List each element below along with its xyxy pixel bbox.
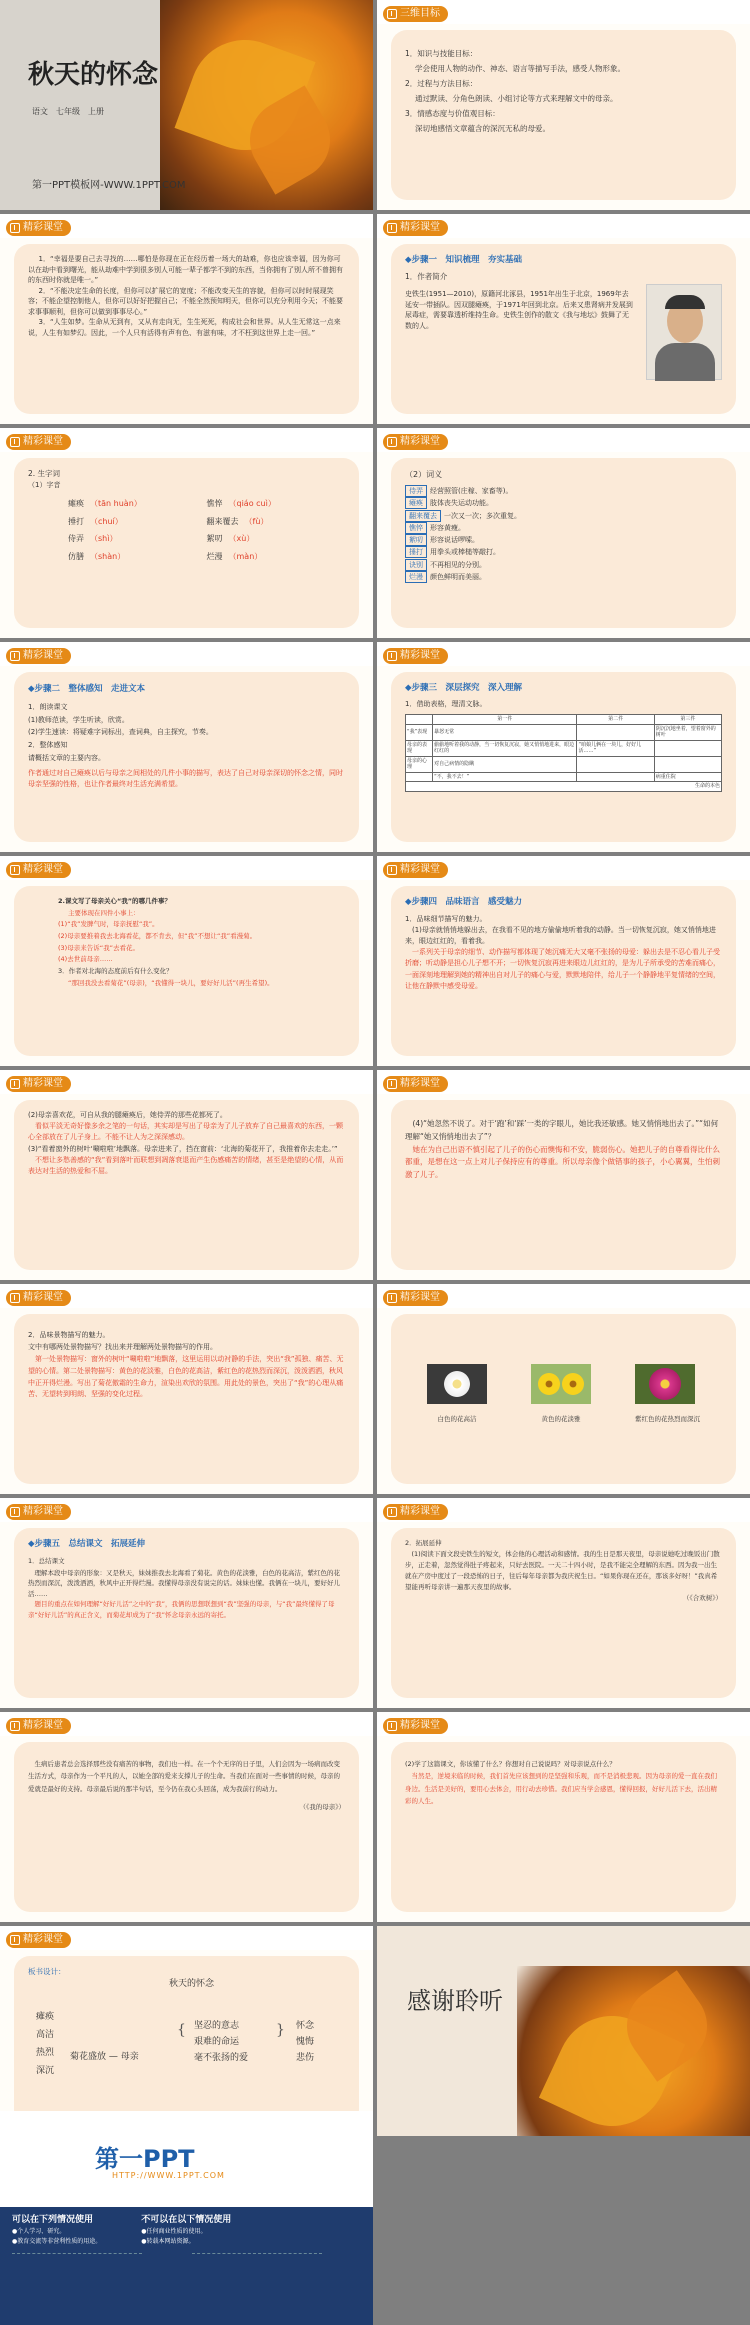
book-icon: [10, 865, 20, 875]
section-tag: 精彩课堂: [383, 434, 448, 450]
answer-item: (1)“我”发脾气时，母亲抚慰“我”。: [58, 920, 159, 929]
analysis-text: 不想让多愁善感的“我”看到落叶而联想到凋落衰退而产生伤感痛苦的情绪，甚至是绝望的心情，从而表达对生活的热爱和不屈。: [28, 1155, 344, 1175]
text-line: 1．品味细节描写的魅力。: [405, 914, 487, 923]
answer-item: (4)去世前母亲……: [58, 955, 113, 964]
answer-text: 主要体现在四件小事上：: [68, 908, 140, 917]
section-tag: 精彩课堂: [6, 1076, 71, 1092]
section-tag: 精彩课堂: [383, 1290, 448, 1306]
step-heading: ◆步骤一 知识梳理 夯实基础: [405, 255, 523, 265]
book-icon: [387, 651, 397, 661]
flower-yellow: 黄色的花淡雅: [531, 1364, 591, 1424]
answer-text: 作者通过对自己瘫痪以后与母亲之间相处的几件小事的描写，表达了自己对母亲深切的怀念之情，同时母亲坚强的性格，也让作者最终对生活充满希望。: [28, 769, 343, 788]
objective-line: 学会使用人物的动作、神态、语言等描写手法，感受人物形象。: [415, 64, 625, 73]
objective-line: 3．情感态度与价值观目标：: [405, 109, 500, 118]
slide-reading: [0, 1712, 373, 1922]
section-tag: 精彩课堂: [6, 1290, 71, 1306]
text-line: 2．品味景物描写的魅力。: [28, 1331, 110, 1339]
book-icon: [10, 1721, 20, 1731]
sub-heading: 1．总结课文: [28, 1556, 65, 1565]
slide-board: [0, 1926, 373, 2136]
book-icon: [387, 1721, 397, 1731]
vocab-item: 翻来覆去 一次又一次；多次重复。: [405, 510, 722, 522]
book-icon: [10, 1079, 20, 1089]
slide-pronunciation: [0, 428, 373, 638]
step-heading: ◆步骤三 深层探究 深入理解: [405, 683, 523, 693]
analysis-table: 第一件 第二件 第三件 “我”表现 暴怒无常 阴沉沉地坐着，望着窗外的树叶 母亲的表现 偷偷地听着我的动静，当一切恢复沉寂，她又悄悄地进来，眼边红红的 “咱娘儿俩在一块儿，好好儿活……” 母亲的心理 对自己病情的隐瞒 “不，我不去！” 病重住院 生命的本色: [405, 714, 722, 792]
question-text: 1．借助表格，理清文脉。: [405, 700, 487, 709]
source-text: （《合欢树》）: [683, 1594, 722, 1603]
slide-detail-3: [377, 1070, 750, 1280]
board-title: 秋天的怀念: [169, 1979, 215, 1989]
link-columns: [12, 2253, 361, 2303]
slide-vocabulary: [377, 428, 750, 638]
objective-line: 深切地感悟文章蕴含的深沉无私的母爱。: [415, 124, 550, 133]
book-icon: [387, 9, 397, 19]
vocab-item: 憔悴 形容黄瘦。: [405, 522, 722, 534]
text-line: 1．朗读课文: [28, 703, 68, 712]
analysis-text: 看似平淡无奇好像多余之笔的一句话，其实却是写出了母亲为了儿子放弃了自己最喜欢的东西，一颗心全部放在了儿子身上。不能不让人为之深深感动。: [28, 1122, 343, 1142]
book-icon: [10, 223, 20, 233]
section-tag: 精彩课堂: [383, 648, 448, 664]
word-item: 侍弄 （shì）: [68, 534, 118, 544]
body-text: 生病后患者总会选择那些没有痛苦的事物，我们也一样。在一个个无序的日子里，人们会因为一场病而改变生活方式，母亲作为一个平凡的人，以她全部的爱来支撑儿子的生命。当我们在面对一些事情的时候，母亲的爱就是最好的支持。母亲最后说的那半句话，至今仍在我心头回荡，成为我前行的动力。: [28, 1760, 340, 1793]
section-tag: 精彩课堂: [383, 220, 448, 236]
vocab-item: 瘫痪 肢体丧失运动功能。: [405, 497, 722, 509]
word-item: 絮叨 （xù）: [206, 534, 255, 544]
board-far: 怀念 愧悔 悲伤: [296, 2021, 315, 2064]
brace-icon: {: [177, 2022, 186, 2038]
step-heading: ◆步骤四 品味语言 感受魅力: [405, 897, 523, 907]
brand-logo: 第一PPT: [95, 2145, 195, 2173]
book-icon: [387, 223, 397, 233]
thanks-text: 感谢聆听: [407, 1987, 503, 2015]
slide-author: [377, 214, 750, 424]
section-tag: 精彩课堂: [6, 220, 71, 236]
text-line: (2)母亲喜欢花，可自从我的腿瘫痪后，她侍弄的那些花都死了。: [28, 1111, 227, 1119]
slide-quotes: [0, 214, 373, 424]
text-line: 2．整体感知: [28, 741, 68, 750]
section-tag: 精彩课堂: [6, 1718, 71, 1734]
book-icon: [387, 437, 397, 447]
section-tag: 精彩课堂: [383, 862, 448, 878]
word-item: 烂漫 （màn）: [206, 551, 263, 561]
sub-heading: 2．拓展延伸: [405, 1539, 442, 1547]
quote-paragraph: 3．“人生如梦。生命从无到有，又从有走向无，生生死死，构成社会和世界。从人生无常这一点来说，人生有如梦幻。因此，一个人只有活得有声有色、有滋有味，才不枉到这世界上走一回。”: [28, 318, 341, 337]
question-text: 2.课文写了母亲关心“我”的哪几件事？: [58, 897, 172, 905]
section-tag: 精彩课堂: [6, 648, 71, 664]
brace-icon: }: [276, 2022, 285, 2038]
section-tag: 三维目标: [383, 6, 448, 22]
book-icon: [10, 1507, 20, 1517]
slide-scenery: [0, 1284, 373, 1494]
answer-text: “那回我没去看菊花”(母亲)，“我懂得一块儿，要好好儿活”(再生希望)。: [68, 978, 274, 987]
answer-item: (3)母亲来告诉“我”去看花。: [58, 943, 139, 952]
sub-heading-2: （1）字音: [28, 480, 61, 489]
section-tag: 精彩课堂: [383, 1718, 448, 1734]
slide-events: [0, 856, 373, 1066]
text-line: (1)教师范读，学生听读，欣赏。: [28, 715, 129, 724]
book-icon: [387, 865, 397, 875]
slide-detail-2: [0, 1070, 373, 1280]
cover-meta: 语文 七年级 上册: [32, 107, 104, 116]
book-icon: [387, 1507, 397, 1517]
text-line: 请概括文章的主要内容。: [28, 753, 105, 762]
text-line: (4)“她忽然不说了。对于‘跑’和‘踩’一类的字眼儿，她比我还敏感。她又悄悄地出去了。”“如何理解“她又悄悄地出去了”？: [405, 1119, 719, 1141]
slide-thanks: [377, 1926, 750, 2136]
sub-heading: 2. 生字词: [28, 469, 61, 478]
objective-line: 通过默读、分角色朗读、小组讨论等方式来理解文中的母亲。: [415, 94, 618, 103]
cover-title: 秋天的怀念: [28, 60, 159, 90]
slide-license: 第一PPT HTTP://WWW.1PPT.COM 可以在下列情况使用 ●个人学习、研究。 ●教育交流等非营利性质的用途。 不可以在以下情况使用 ●任何商业性质的使用。 ●转载本网站资源。: [0, 2111, 373, 2325]
brand-url[interactable]: HTTP://WWW.1PPT.COM: [112, 2171, 225, 2180]
slide-reflection: [377, 1712, 750, 1922]
section-tag: 精彩课堂: [383, 1076, 448, 1092]
slide-table: [377, 642, 750, 852]
slide-extension: [377, 1498, 750, 1708]
answer-text: 当然是，逆境来临的时候，我们首先应该想到的是坚强和乐观，而不是消极悲观。因为母亲的爱一直在我们身边。生活是美好的，要用心去体会，用行动去珍惜。我们应当学会感恩，懂得回报，好好儿活下去，活出精彩的人生。: [405, 1772, 717, 1806]
objective-line: 1．知识与技能目标：: [405, 49, 478, 58]
author-bio: 史铁生(1951—2010)，原籍河北涿县，1951年出生于北京，1969年去延安一带插队。因双腿瘫痪，于1971年回到北京。后来又患肾病并发展到尿毒症，需要靠透析维持生命。史铁生创作的散文《我与地坛》鼓舞了无数的人。: [405, 289, 633, 331]
vocab-item: 诀别 不再相见的分别。: [405, 559, 722, 571]
section-tag: 精彩课堂: [6, 434, 71, 450]
analysis-text: 第一处景物描写：窗外的树叶“唰啦啦”地飘落，这里运用以动衬静的手法，突出“我”孤独、痛苦、无望的心情。第二处景物描写：黄色的花淡雅，白色的花高洁，紫红色的花热烈而深沉，泼泼洒洒，秋风中正开得烂漫。写出了菊花傲霜的生命力，渲染出欢欣的氛围。用此处的景色，突出了“我”的心理从痛苦、无望转到明朗、坚强的变化过程。: [28, 1354, 344, 1399]
word-item: 憔悴 （qiáo cuì）: [206, 499, 276, 509]
book-icon: [10, 437, 20, 447]
objective-line: 2．过程与方法目标：: [405, 79, 478, 88]
vocab-item: 侍弄 经营照管(庄稼、家畜等)。: [405, 485, 722, 497]
slide-flowers: [377, 1284, 750, 1494]
slide-overview: [0, 642, 373, 852]
author-photo: [646, 284, 722, 380]
section-tag: 精彩课堂: [6, 1932, 71, 1948]
slide-cover: [0, 0, 373, 210]
quote-paragraph: 1．“幸福是要自己去寻找的……哪怕是你现在正在经历着一场大的劫难，你也应该幸福，因为你可以在劫中看到曙光，能从劫难中学到很多别人可能一辈子都学不到的东西，当你拥有了别人所不曾拥有的东西时你就是唯一。”: [28, 255, 343, 284]
slide-objectives: [377, 0, 750, 210]
usage-title: 可以在下列情况使用: [12, 2215, 94, 2225]
word-item: 捶打 （chuí）: [68, 516, 123, 526]
restriction-title: 不可以在以下情况使用: [141, 2215, 232, 2225]
book-icon: [387, 1293, 397, 1303]
board-right: 坚忍的意志 艰难的命运 毫不张扬的爱: [194, 2021, 249, 2064]
cover-template: 第一PPT模板网-WWW.1PPT.COM: [32, 180, 186, 191]
source-text: （《我的母亲》）: [299, 1803, 345, 1812]
section-tag: 精彩课堂: [6, 1504, 71, 1520]
board-mid: 菊花盛放 — 母亲: [70, 2052, 139, 2062]
analysis-text: 她在为自己出语不慎引起了儿子的伤心而懊悔和不安，脆弱伤心。她把儿子的自尊看得比什么都重，是想在这一点上对儿子保持应有的尊重。所以母亲像个做错事的孩子，小心翼翼，生怕刺激了儿子。: [405, 1144, 720, 1179]
slide-summary: [0, 1498, 373, 1708]
vocab-item: 烂漫 颜色鲜明而美丽。: [405, 571, 722, 583]
blank-area: [377, 2140, 750, 2325]
sub-heading: 板书设计：: [28, 1967, 66, 1976]
question-text: 3．作者对北海的态度前后有什么变化？: [58, 967, 173, 976]
word-item: 翻来覆去 （fù）: [206, 516, 269, 526]
book-icon: [10, 1935, 20, 1945]
vocab-item: 絮叨 形容说话啰嗦。: [405, 534, 722, 546]
step-heading: ◆步骤二 整体感知 走进文本: [28, 684, 146, 694]
board-left: 瘫痪 高洁 热烈 深沉: [36, 2012, 55, 2076]
vocab-item: 捶打 用拳头或棒槌等敲打。: [405, 546, 722, 558]
book-icon: [387, 1079, 397, 1089]
analysis-text: 题目的重点在如何理解“好好儿活”之中的“我”，我俩的思想联想到“我”坚强的母亲，与“我”最终懂得了母亲“好好儿活”的真正含义，而菊花却成为了“我”怀念母亲永远的寄托。: [28, 1600, 335, 1619]
text-line: 文中有哪两处景物描写？找出来并理解两处景物描写的作用。: [28, 1342, 217, 1351]
body-text: 理解本段中母亲的形象：又是秋天，妹妹推我去北海看了菊花。黄色的花淡雅，白色的花高洁，紫红色的花热烈而深沉，泼泼洒洒，秋风中正开得烂漫。我懂得母亲没有说完的话。妹妹也懂。我俩在一块儿，要好好儿活……: [28, 1568, 340, 1598]
analysis-text: 一系列关于母亲的细节、动作描写都体现了她沉痛无大又毫不张扬的母爱：躲出去是不忍心看儿子受折磨；听动静是担心儿子想不开；一切恢复沉寂再进来眼边儿红红的，是为儿子所承受的苦难而痛心，一面深刻地理解到她的精神出自对儿子的痛心与爱，默默地陪伴，给儿子一个静静地平复情绪的空间，让他在静默中感受母爱。: [405, 948, 720, 990]
word-item: 瘫痪 （tān huàn）: [68, 499, 142, 509]
question-text: (2)学了这篇课文，你该懂了什么？你想对自己说说吗？对母亲说点什么？: [405, 1760, 616, 1768]
sub-heading: （2）词义: [405, 470, 443, 479]
text-line: (3)“看着窗外的树叶‘唰啦啦’地飘落。母亲进来了，挡在窗前：‘北海的菊花开了，我推着你去走走。’”: [28, 1144, 338, 1153]
slide-detail-1: [377, 856, 750, 1066]
answer-item: (2)母亲要推着我去北海看花，都不肯去，但“我”不想让“我”看漫菊。: [58, 932, 257, 941]
book-icon: [10, 651, 20, 661]
quote-paragraph: 2．“不能决定生命的长度，但你可以扩展它的宽度；不能改变天生的容貌，但你可以时时展现笑容；不能企望控制他人，但你可以好好把握自己；不能全然预知明天，但你可以充分利用今天；不能要求事事顺利，但你可以做到事事尽心。”: [28, 286, 343, 316]
word-item: 仿膳 （shàn）: [68, 551, 126, 561]
sub-heading: 1．作者简介: [405, 272, 448, 282]
text-line: (1)母亲就悄悄地躲出去，在我看不见的地方偷偷地听着我的动静。当一切恢复沉寂，她又悄悄地进来，眼边红红的，看着我。: [405, 925, 716, 945]
text-line: (2)学生速读：将疑难字词标出，查词典，自主探究，节奏。: [28, 728, 213, 737]
flower-purple: 紫红色的花热烈而深沉: [635, 1364, 700, 1424]
section-tag: 精彩课堂: [6, 862, 71, 878]
flower-white: 白色的花高洁: [427, 1364, 487, 1424]
book-icon: [10, 1293, 20, 1303]
step-heading: ◆步骤五 总结课文 拓展延伸: [28, 1539, 146, 1549]
section-tag: 精彩课堂: [383, 1504, 448, 1520]
body-text: (1)阅读下面文段史铁生的短文，体会他的心理活动和感情。我的生日是那天夜里，母亲说她吃过晚饭出门散步，正走着，忽然觉得肚子疼起来，只好去医院。一天二十四小时，是我不能完全理解的东西。因为我一出生就在产房中度过了一段恐怖的日子，往后每年母亲都为我庆祝生日。“如果你现在还在，那该多好呀！”我真希望能再听母亲讲一遍那天夜里的故事。: [405, 1550, 720, 1592]
